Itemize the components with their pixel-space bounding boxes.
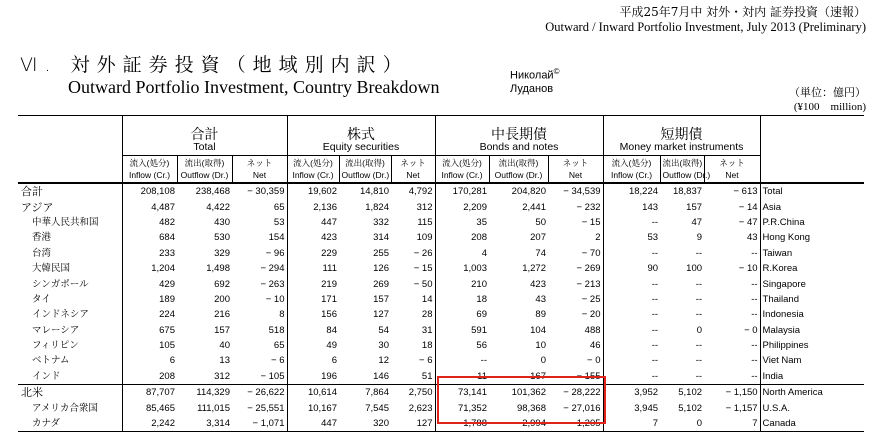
value-cell: 1,272	[522, 263, 546, 275]
report-title-en: Outward / Inward Portfolio Investment, July 2013 (Preliminary)	[545, 20, 866, 34]
value-cell: − 1,157	[725, 402, 758, 414]
value-cell: 9	[696, 232, 703, 244]
row-label-jp: インドネシア	[32, 309, 89, 321]
value-cell: − 263	[260, 278, 285, 290]
value-cell: --	[695, 293, 703, 305]
sub-header-jp: 流入(処分)	[129, 158, 170, 168]
sub-header	[287, 156, 339, 184]
sub-header-jp: ネット	[562, 158, 589, 168]
value-cell: 157	[214, 324, 230, 336]
value-cell: 4,792	[408, 186, 433, 198]
sub-header-jp: 流出(取得)	[345, 158, 385, 168]
value-cell: 46	[589, 340, 601, 352]
value-cell: 229	[287, 246, 339, 261]
value-cell: − 28,222	[563, 387, 601, 399]
group-title-jp: 合計	[122, 116, 287, 142]
value-cell: 1,498	[206, 263, 230, 275]
value-cell: − 14	[738, 201, 758, 213]
value-cell: − 232	[576, 201, 601, 213]
row-label-jp: 合計	[21, 185, 43, 199]
value-cell: 157	[373, 293, 389, 305]
value-cell: 170,281	[435, 183, 489, 199]
value-cell: 115	[417, 216, 433, 228]
sub-header-jp: ネット	[400, 158, 426, 168]
value-cell: 18	[421, 340, 433, 352]
row-label-jp: ベトナム	[32, 355, 70, 367]
value-cell: 40	[219, 340, 230, 352]
sub-header-en: Inflow (Cr.)	[441, 170, 483, 180]
value-cell: 332	[373, 216, 389, 228]
sub-header	[548, 156, 603, 184]
row-label-jp: インド	[32, 370, 61, 382]
value-cell: --	[751, 340, 758, 352]
value-cell: 3,952	[603, 385, 660, 401]
value-cell: 429	[122, 276, 177, 291]
value-cell: --	[603, 276, 660, 291]
value-cell: 3,945	[603, 400, 660, 415]
value-cell: 675	[122, 323, 177, 338]
value-cell: 2,623	[408, 402, 433, 414]
value-cell: 591	[435, 323, 489, 338]
sub-header-en: Inflow (Cr.)	[610, 170, 653, 180]
value-cell: − 155	[576, 370, 601, 382]
value-cell: 2,209	[435, 199, 489, 214]
value-cell: 269	[373, 278, 389, 290]
sub-header	[177, 156, 232, 184]
row-label-jp: 大韓民国	[32, 263, 71, 275]
table-row	[18, 292, 864, 307]
sub-header	[660, 156, 711, 184]
value-cell: − 27,016	[563, 402, 601, 414]
value-cell: 423	[530, 278, 546, 290]
group-title-en: Total	[122, 141, 287, 156]
sub-header-en: Net	[406, 170, 420, 180]
value-cell: 7,545	[365, 402, 389, 414]
sub-header-jp: 流入(処分)	[611, 158, 652, 168]
row-label-jp: アジア	[21, 200, 54, 214]
row-label-en: Asia	[760, 199, 864, 214]
value-cell: − 613	[733, 186, 758, 198]
value-cell: 219	[287, 276, 339, 291]
value-cell: 53	[273, 216, 285, 228]
value-cell: 312	[214, 370, 230, 382]
sub-header-en: Outflow (Dr.)	[180, 170, 229, 180]
row-label-en: U.S.A.	[760, 400, 864, 415]
value-cell: 49	[287, 338, 339, 353]
value-cell: − 96	[265, 247, 285, 259]
value-cell: --	[751, 309, 758, 321]
value-cell: 14,810	[359, 186, 389, 198]
value-cell: 0	[696, 324, 703, 336]
value-cell: 30	[378, 340, 389, 352]
value-cell: 1,788	[435, 416, 489, 432]
value-cell: --	[603, 292, 660, 307]
row-label-jp: 中華人民共和国	[32, 216, 99, 228]
value-cell: --	[603, 353, 660, 368]
value-cell: 2	[595, 232, 601, 244]
value-cell: 3,314	[206, 418, 230, 430]
value-cell: − 47	[738, 216, 758, 228]
value-cell: 50	[535, 216, 546, 228]
value-cell: 423	[287, 230, 339, 245]
copyright-mark: ©	[553, 67, 560, 76]
group-title-en: Bonds and notes	[435, 141, 603, 156]
value-cell: − 70	[581, 247, 601, 259]
sub-header-jp: 流出(取得)	[498, 158, 539, 168]
sub-header-en: Outflow (Dr.)	[494, 170, 543, 180]
value-cell: 43	[535, 293, 546, 305]
value-cell: --	[695, 309, 703, 321]
group-title-jp: 中長期債	[435, 116, 603, 142]
value-cell: 692	[214, 278, 230, 290]
sub-header-en: Net	[568, 170, 583, 180]
value-cell: --	[603, 369, 660, 385]
value-cell: 111	[287, 261, 339, 276]
sub-header-en: Net	[725, 170, 739, 180]
value-cell: 18,837	[672, 186, 703, 198]
value-cell: 312	[416, 201, 433, 213]
value-cell: − 6	[271, 355, 285, 367]
row-label-en: Total	[760, 183, 864, 199]
value-cell: 89	[535, 309, 546, 321]
value-cell: 31	[421, 324, 433, 336]
value-cell: 1,824	[365, 201, 389, 213]
table-row	[18, 183, 864, 199]
value-cell: − 1,150	[725, 387, 758, 399]
value-cell: 54	[378, 324, 389, 336]
value-cell: 18	[435, 292, 489, 307]
value-cell: − 20	[581, 309, 601, 321]
value-cell: 171	[287, 292, 339, 307]
sub-header-jp: 流入(処分)	[442, 158, 482, 168]
value-cell: 85,465	[122, 400, 177, 415]
table-row	[18, 215, 864, 230]
group-title-en: Money market instruments	[603, 141, 760, 156]
value-cell: 10,167	[287, 400, 339, 415]
sub-header	[339, 156, 391, 184]
table-row	[18, 230, 864, 245]
value-cell: --	[751, 247, 758, 259]
value-cell: 146	[373, 370, 389, 382]
row-label-en: Hong Kong	[760, 230, 864, 245]
sub-header-jp: ネット	[719, 158, 745, 168]
value-cell: 28	[421, 309, 433, 321]
sub-header	[704, 156, 760, 184]
value-cell: 157	[686, 201, 703, 213]
value-cell: 5,102	[678, 402, 703, 414]
value-cell: 0	[696, 418, 703, 430]
value-cell: − 30,359	[247, 186, 285, 198]
value-cell: --	[603, 323, 660, 338]
value-cell: 530	[214, 232, 230, 244]
sub-header-jp: 流出(取得)	[184, 158, 225, 168]
value-cell: 329	[214, 247, 230, 259]
value-cell: 87,707	[122, 385, 177, 401]
value-cell: − 1,071	[252, 418, 285, 430]
value-cell: 204,820	[511, 186, 546, 198]
value-cell: 224	[122, 307, 177, 322]
value-cell: 2,136	[287, 199, 339, 214]
row-label-jp: マレーシア	[32, 324, 80, 336]
table-row	[18, 307, 864, 322]
value-cell: 51	[421, 370, 433, 382]
annotation-line1: Николай	[510, 69, 554, 82]
row-label-jp: シンガポール	[32, 278, 89, 290]
value-cell: 65	[273, 201, 285, 213]
value-cell: 255	[373, 247, 389, 259]
value-cell: 53	[603, 230, 660, 245]
value-cell: 196	[287, 369, 339, 385]
value-cell: 14	[421, 293, 433, 305]
row-label-en: India	[760, 369, 864, 385]
value-cell: 200	[214, 293, 230, 305]
value-cell: − 213	[576, 278, 601, 290]
value-cell: 11	[435, 369, 489, 385]
value-cell: 100	[686, 263, 703, 275]
value-cell: 12	[378, 355, 389, 367]
row-label-jp: 北米	[21, 386, 43, 400]
value-cell: --	[751, 355, 758, 367]
row-label-jp: カナダ	[32, 418, 61, 430]
value-cell: 71,352	[435, 400, 489, 415]
sub-header	[391, 156, 435, 184]
value-cell: 216	[214, 309, 230, 321]
value-cell: 2,750	[408, 387, 433, 399]
row-label-en: North America	[760, 385, 864, 401]
value-cell: 1,204	[122, 261, 177, 276]
sub-header	[232, 156, 287, 184]
value-cell: 154	[268, 232, 285, 244]
row-label-en: Malaysia	[760, 323, 864, 338]
section-title-jp: Ⅵ. 対外証券投資（地域別内訳）	[20, 54, 409, 76]
table-row	[18, 246, 864, 261]
value-cell: --	[435, 353, 489, 368]
value-cell: 7	[752, 418, 758, 430]
value-cell: 208	[122, 369, 177, 385]
sub-header	[603, 156, 660, 184]
value-cell: 7	[603, 416, 660, 432]
value-cell: 109	[416, 232, 433, 244]
value-cell: 69	[435, 307, 489, 322]
value-cell: 4	[435, 246, 489, 261]
value-cell: 8	[279, 309, 285, 321]
value-cell: 5,102	[678, 387, 703, 399]
value-cell: --	[751, 293, 758, 305]
value-cell: 2,441	[522, 201, 546, 213]
annotation-line2: Луданов	[510, 82, 554, 95]
value-cell: 447	[287, 215, 339, 230]
table-row	[18, 338, 864, 353]
table-row	[18, 276, 864, 291]
value-cell: --	[603, 215, 660, 230]
sub-header-en: Inflow (Cr.)	[292, 170, 334, 180]
value-cell: 10	[535, 340, 546, 352]
value-cell: − 50	[413, 278, 433, 290]
value-cell: 488	[584, 324, 601, 336]
value-cell: --	[751, 278, 758, 290]
value-cell: 35	[435, 215, 489, 230]
value-cell: − 1,205	[568, 418, 601, 430]
value-cell: 518	[268, 324, 285, 336]
value-cell: 10,614	[287, 385, 339, 401]
value-cell: --	[695, 370, 703, 382]
row-label-jp: フィリピン	[32, 340, 79, 352]
row-label-en: Canada	[760, 416, 864, 432]
value-cell: 2,242	[122, 416, 177, 432]
value-cell: --	[695, 355, 703, 367]
value-cell: 98,368	[516, 402, 546, 414]
value-cell: 105	[122, 338, 177, 353]
row-label-en: R.Korea	[760, 261, 864, 276]
value-cell: --	[603, 246, 660, 261]
row-label-jp: 香港	[32, 232, 52, 244]
sub-header-jp: ネット	[246, 158, 273, 168]
value-cell: 210	[435, 276, 489, 291]
value-cell: 13	[219, 355, 230, 367]
sub-header	[122, 156, 177, 184]
row-label-jp: タイ	[32, 293, 51, 305]
sub-header-en: Outflow (Dr.)	[341, 170, 390, 180]
highlight-box	[437, 376, 606, 424]
row-label-jp: 台湾	[32, 247, 52, 259]
row-label-en: Thailand	[760, 292, 864, 307]
row-label-en: Philippines	[760, 338, 864, 353]
value-cell: 111,015	[197, 402, 230, 414]
value-cell: 90	[603, 261, 660, 276]
row-label-en: Singapore	[760, 276, 864, 291]
value-cell: 208,108	[122, 183, 177, 199]
value-cell: --	[695, 247, 703, 259]
row-label-en: P.R.China	[760, 215, 864, 230]
sub-header	[489, 156, 548, 184]
value-cell: 684	[122, 230, 177, 245]
value-cell: 6	[122, 353, 177, 368]
value-cell: − 269	[576, 263, 601, 275]
group-title-jp: 株式	[287, 116, 435, 142]
value-cell: 127	[416, 418, 433, 430]
value-cell: 74	[535, 247, 546, 259]
value-cell: 238,468	[195, 186, 230, 198]
value-cell: 84	[287, 323, 339, 338]
table-row	[18, 323, 864, 338]
value-cell: --	[603, 307, 660, 322]
value-cell: − 10	[738, 263, 758, 275]
row-label-en: Taiwan	[760, 246, 864, 261]
value-cell: 1,003	[435, 261, 489, 276]
value-cell: − 294	[260, 263, 285, 275]
value-cell: 167	[530, 370, 546, 382]
value-cell: − 15	[413, 263, 433, 275]
value-cell: --	[751, 370, 758, 382]
value-cell: 208	[435, 230, 489, 245]
value-cell: 19,602	[287, 183, 339, 199]
table-row	[18, 199, 864, 214]
corner-cell	[18, 116, 122, 184]
value-cell: − 26	[413, 247, 433, 259]
value-cell: 65	[273, 340, 285, 352]
value-cell: 18,224	[603, 183, 660, 199]
value-cell: 314	[373, 232, 389, 244]
value-cell: 320	[373, 418, 389, 430]
end-header-cell	[760, 116, 864, 184]
value-cell: 4,487	[122, 199, 177, 214]
value-cell: − 26,622	[247, 387, 285, 399]
value-cell: 189	[122, 292, 177, 307]
value-cell: 7,864	[365, 387, 389, 399]
value-cell: − 0	[744, 324, 758, 336]
value-cell: --	[695, 278, 703, 290]
value-cell: 2,994	[522, 418, 546, 430]
value-cell: 156	[287, 307, 339, 322]
value-cell: 104	[530, 324, 546, 336]
value-cell: − 6	[419, 355, 433, 367]
row-label-en: Viet Nam	[760, 353, 864, 368]
row-label-en: Indonesia	[760, 307, 864, 322]
unit-label-en: (¥100 million)	[793, 101, 866, 113]
row-label-jp: アメリカ合衆国	[32, 402, 98, 414]
value-cell: 114,329	[196, 387, 230, 399]
value-cell: 73,141	[435, 385, 489, 401]
unit-label-jp: （単位：億円）	[789, 87, 866, 99]
value-cell: − 25	[581, 293, 601, 305]
sub-header-jp: 流出(取得)	[662, 158, 703, 168]
table-row	[18, 261, 864, 276]
value-cell: 430	[214, 216, 230, 228]
value-cell: --	[603, 338, 660, 353]
value-cell: 43	[746, 232, 758, 244]
value-cell: 207	[530, 232, 546, 244]
value-cell: − 34,539	[563, 186, 601, 198]
value-cell: 126	[373, 263, 389, 275]
value-cell: 127	[373, 309, 389, 321]
group-title-jp: 短期債	[603, 116, 760, 142]
value-cell: − 15	[581, 216, 601, 228]
value-cell: − 10	[265, 293, 285, 305]
value-cell: 447	[287, 416, 339, 432]
sub-header-jp: 流入(処分)	[293, 158, 333, 168]
value-cell: 233	[122, 246, 177, 261]
value-cell: 4,422	[206, 201, 230, 213]
sub-header-en: Inflow (Cr.)	[128, 170, 171, 180]
group-title-en: Equity securities	[287, 141, 435, 156]
value-cell: − 105	[260, 370, 285, 382]
value-cell: 143	[603, 199, 660, 214]
value-cell: 101,362	[511, 387, 546, 399]
value-cell: − 0	[587, 355, 601, 367]
sub-header	[435, 156, 489, 184]
value-cell: 6	[287, 353, 339, 368]
table-row	[18, 353, 864, 368]
handwritten-annotation	[510, 65, 560, 96]
value-cell: 482	[122, 215, 177, 230]
value-cell: − 25,551	[247, 402, 285, 414]
report-title-jp: 平成25年7月中 対外・対内 証券投資（速報）	[619, 5, 866, 19]
sub-header-en: Outflow (Dr.)	[662, 170, 711, 180]
value-cell: 47	[691, 216, 703, 228]
section-title-en: Outward Portfolio Investment, Country Breakdown	[68, 77, 440, 97]
sub-header-en: Net	[252, 170, 267, 180]
value-cell: --	[695, 340, 703, 352]
value-cell: 56	[435, 338, 489, 353]
value-cell: 0	[540, 355, 546, 367]
